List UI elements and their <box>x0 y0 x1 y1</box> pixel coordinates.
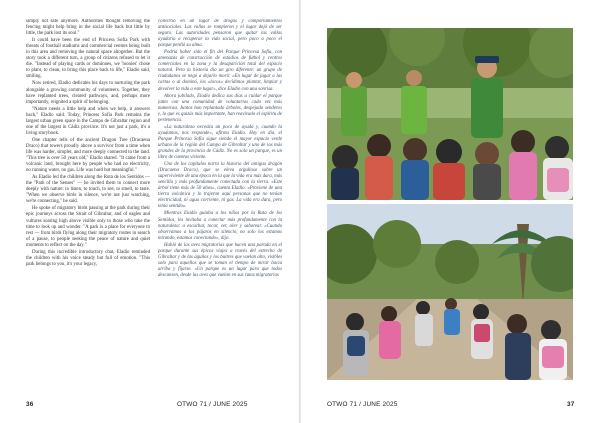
page-number: 37 <box>567 401 575 408</box>
issue-footer: OTWO 71 / JUNE 2025 <box>177 401 248 408</box>
volunteers-children-photo <box>327 28 573 200</box>
paragraph: Now retired, Eladio dedicates his days to nurturing the park alongside a growing community of volunteers. Together, they have replanted trees, cleared pathways, and, perhaps more importantly, reignited a spirit of belonging. <box>26 81 150 105</box>
paragraph: During this incredible introductory chat, Eladio reminded the children with his voice steady but full of emotion. "This park belongs to you, it's your legacy, <box>26 249 150 267</box>
paragraph: As Eladio led the children along the Ruta de los Sentidos — the "Path of the Senses" — he invited them to connect more deeply with nature: to listen, to touch, to see, to smell, to taste. "When we observe birds in silence, we're not just watching, we're connecting," he said. <box>26 175 150 205</box>
paragraph: One chapter tells of the ancient Dragon Tree (Dracaena Draco) that towers proudly above a survivor from a time when life was harder, simpler, and more deeply connected to the land. "This tree is over 50 years old," Eladio shared. "It came from a volcanic land, brought here by people who had no electricity, no running water, no gas. Life was hard but meaningful." <box>26 137 150 174</box>
paragraph: convirtió en un lugar de drogas y comportamientos antisociales. Las vallas se rompieron y el lugar dejó de ser seguro. Las autoridades pensaron que quitar las vallas ayudaría a recuperar la vida social, pero poco a poco el parque perdió su alma. <box>158 19 282 49</box>
page-number: 36 <box>26 401 34 408</box>
left-page <box>0 0 299 423</box>
paragraph: Mientras Eladio guiaba a los niños por la Ruta de los Sentidos, les invitaba a conectar más profundamente con la naturaleza: a escuchar, tocar, ver, oler y saborear. «Cuando observamos a los pájaros en silencio, no solo los estamos mirando, estamos conectando», dijo. <box>158 211 282 241</box>
issue-footer: OTWO 71 / JUNE 2025 <box>327 401 398 408</box>
paragraph: Uno de los capítulos narra la historia del antiguo dragón (Dracaena Draco), que se eleva orgulloso sobre un superviviente de una época en la que la vida era más dura, más sencilla y más profundamente conectada con la tierra. «Este árbol tiene más de 50 años», cuenta Eladio. «Proviene de una tierra volcánica y lo trajeron aquí personas que no tenían electricidad, ni agua corriente, ni gas. La vida era dura, pero tenía sentido». <box>158 162 282 210</box>
paragraph: simply not safe anymore. Authorities thought removing the fencing might help bring in the social life back but little by little, the park lost its soul." <box>26 19 150 37</box>
paragraph: He spoke of migratory birds passing at the park during their epic journeys across the Strait of Gibraltar, and of eagles and vultures soaring high above visible only to those who take the time to look up and wonder. "A park is a place for everyone to rest — from birds flying along their migratory routes in search of a pause, to people seeking the peace of nature and quiet moments to reflect on the day." <box>26 206 150 248</box>
paragraph: Podría haber sido el fin del Parque Princesa Sofía, con amenazas de construcción de estadios de fútbol y centros comerciales en la zona y la desaparición total del espacio natural. Pero la historia dio un giro diferente: un grupo de ciudadanos se negó a dejarlo morir. «En lugar de jugar a las cartas o al dominó, los «locos» decidimos plantar, limpiar y devolver la vida a este lugar», dice Eladio con una sonrisa. <box>158 50 282 92</box>
photo-illustration <box>327 28 573 200</box>
paragraph: Habló de las aves migratorias que hacen una parada en el parque durante sus épicos viajes a través del estrecho de Gibraltar y de las águilas y los buitres que vuelan alto, visibles solo para aquellos que se toman el tiempo de mirar hacia arriba y fijarse. «Un parque es un lugar para que todos descansen, desde las aves que vuelan en sus rutas migratorias <box>158 242 282 278</box>
paragraph: It could have been the end of Princess Sofía Park with threats of football stadiums and commercial centres being built in this area and removing the natural space altogether. But the story took a different turn, a group of citizens refused to let it die. "Instead of playing cards or dominoes, we 'loonies' chose to plant, to clean, to bring this place back to life," Eladio said, smiling. <box>26 38 150 80</box>
paragraph: «La naturaleza necesita un poco de ayuda y, cuando la ayudamos, nos responde», afirma Eladio. Hoy en día, el Parque Princesa Sofía sigue siendo el mayor espacio verde urbano de la región del Campo de Gibraltar y uno de los más grandes de la provincia de Cádiz. No es solo un parque, es un libro de cuentos viviente. <box>158 124 282 161</box>
children-walking-path-photo <box>327 204 573 380</box>
spanish-column <box>158 19 282 401</box>
photo-illustration <box>327 204 573 380</box>
paragraph: "Nature needs a little help and when we help, it answers back," Eladio said. Today, Princess Sofía Park remains the largest urban green space in the Campo de Gibraltar region and one of the largest in Cádiz province. It's not just a park, it's a living storybook. <box>26 106 150 136</box>
paragraph: Ahora jubilado, Eladio dedica sus días a cuidar el parque junto con una comunidad de voluntarios cada vez más numerosa. Juntos han replantado árboles, despejado senderos y, lo que es quizás más importante, han reavivado el espíritu de pertenencia. <box>158 93 282 123</box>
right-page <box>301 0 600 423</box>
english-column <box>26 19 150 401</box>
